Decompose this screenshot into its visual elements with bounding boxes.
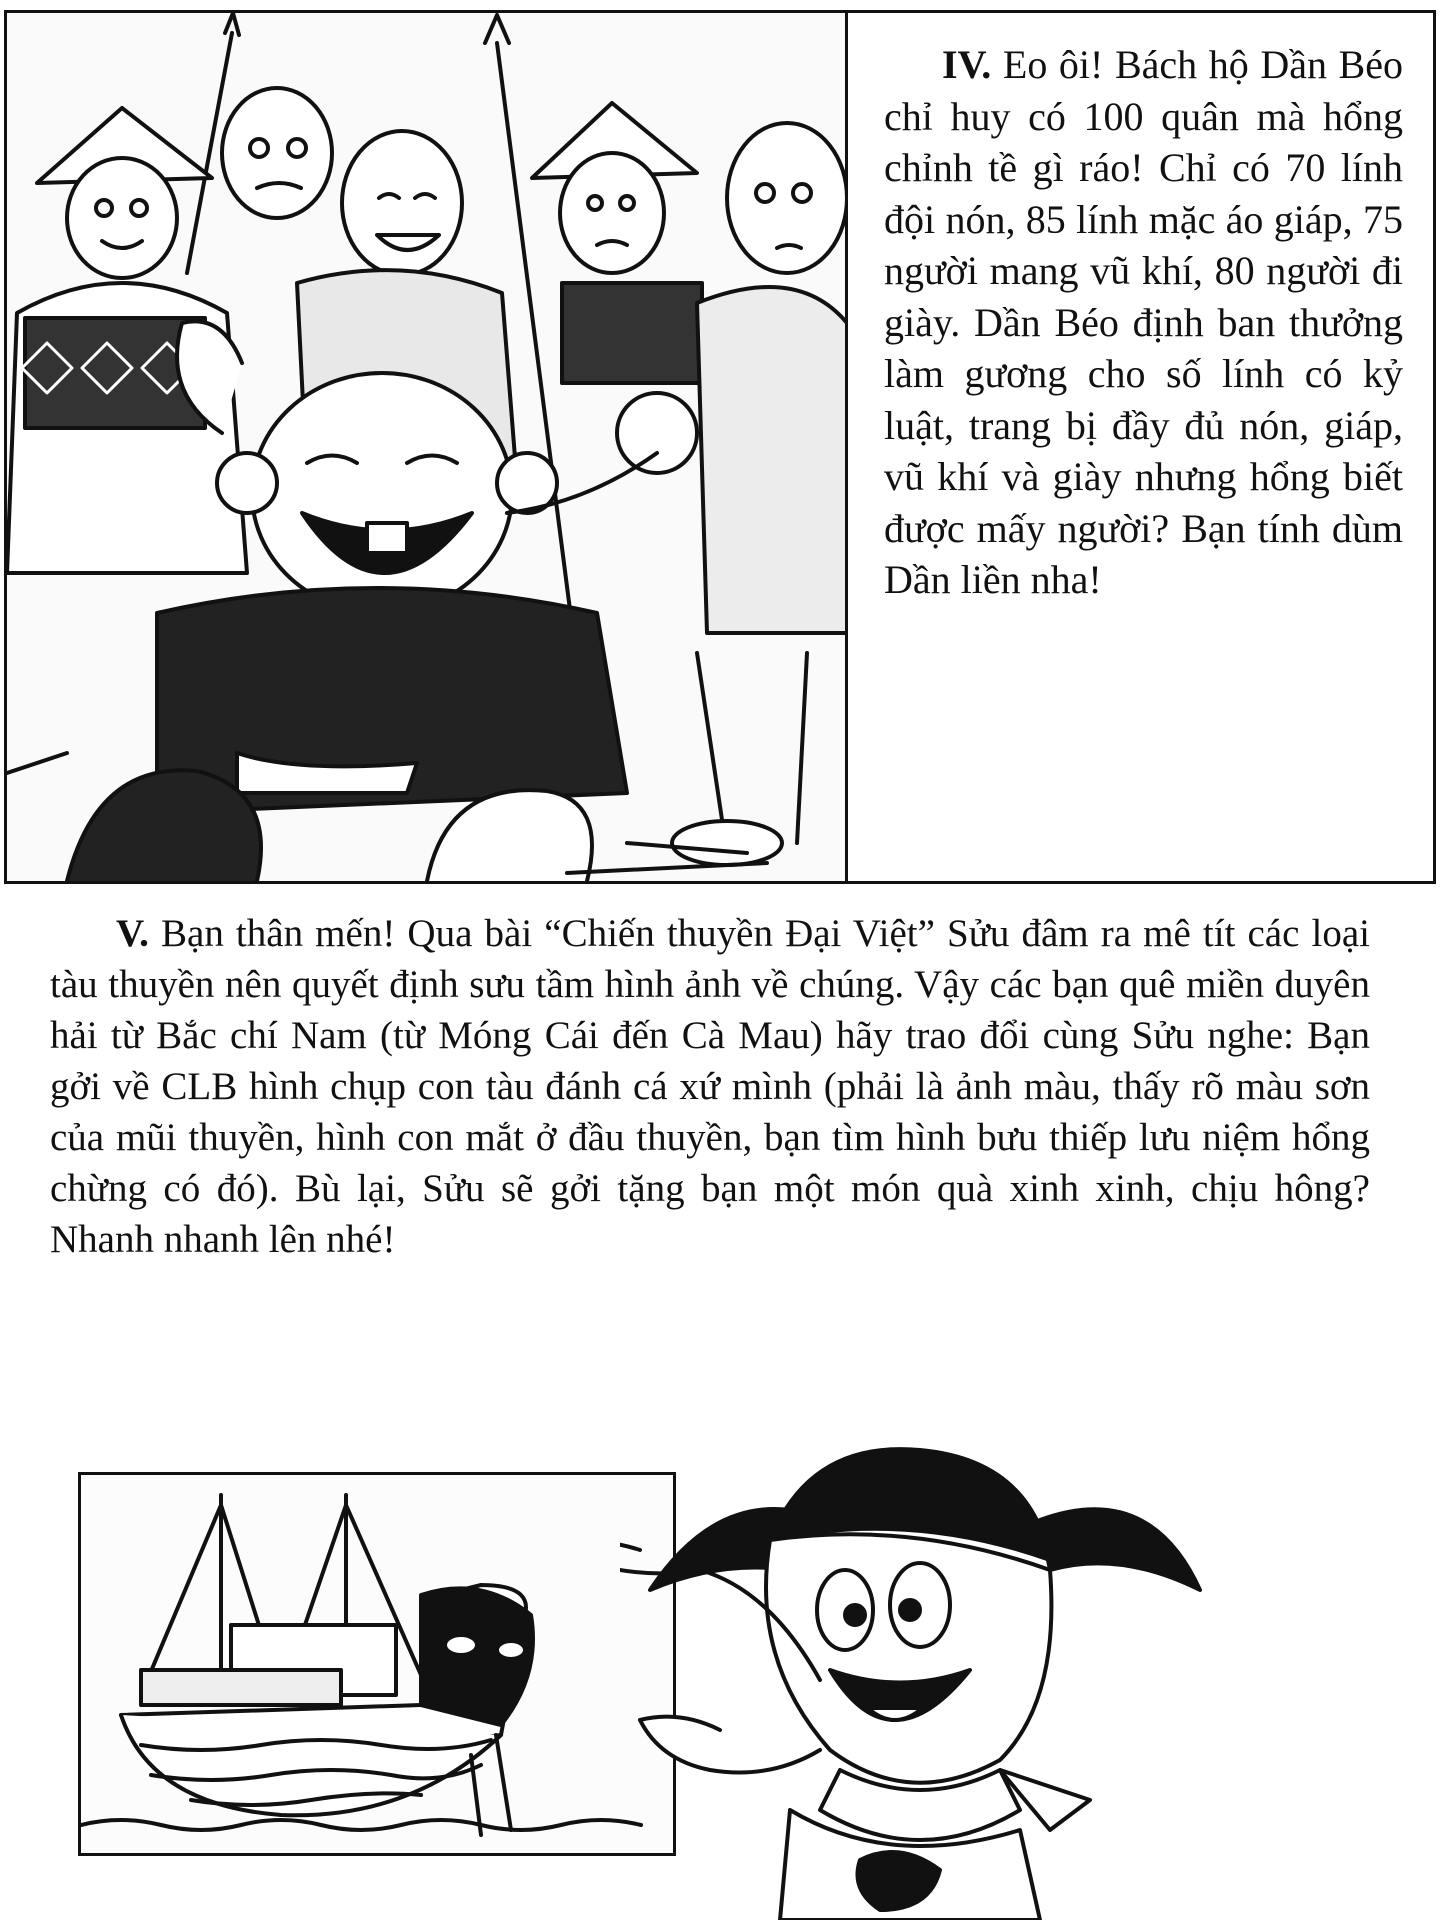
suu-character-drawing — [620, 1390, 1410, 1920]
soldiers-illustration — [7, 13, 848, 881]
question-v-text — [50, 908, 1370, 1265]
question-v-label: V. — [116, 912, 149, 955]
fishing-boat-picture — [78, 1472, 676, 1856]
suu-character-illustration — [620, 1390, 1410, 1920]
question-iv-text — [884, 39, 1403, 606]
fishing-boat-drawing — [81, 1475, 673, 1853]
question-v-section — [50, 908, 1370, 1265]
question-iv-label: IV. — [942, 42, 992, 87]
soldiers-drawing — [7, 13, 845, 881]
question-iv-body: Eo ôi! Bách hộ Dần Béo chỉ huy có 100 quân mà hổng chỉnh tề gì ráo! Chỉ có 70 lính đội nón, 85 lính mặc áo giáp, 75 người mang vũ khí, 80 người đi giày. Dần Béo định ban thưởng làm gương cho số lính có kỷ luật, trang bị đầy đủ nón, giáp, vũ khí và giày nhưng hổng biết được mấy người? Bạn tính dùm Dần liền nha! — [884, 42, 1403, 602]
question-v-body: Bạn thân mến! Qua bài “Chiến thuyền Đại Việt” Sửu đâm ra mê tít các loại tàu thuyền nên quyết định sưu tầm hình ảnh về chúng. Vậy các bạn quê miền duyên hải từ Bắc chí Nam (từ Móng Cái đến Cà Mau) hãy trao đổi cùng Sửu nghe: Bạn gởi về CLB hình chụp con tàu đánh cá xứ mình (phải là ảnh màu, thấy rõ màu sơn của mũi thuyền, hình con mắt ở đầu thuyền, bạn tìm hình bưu thiếp lưu niệm hổng chừng có đó). Bù lại, Sửu sẽ gởi tặng bạn một món quà xinh xinh, chịu hông? Nhanh nhanh lên nhé! — [50, 912, 1370, 1261]
question-iv-panel — [848, 13, 1433, 881]
top-comic-panel — [4, 10, 1436, 884]
